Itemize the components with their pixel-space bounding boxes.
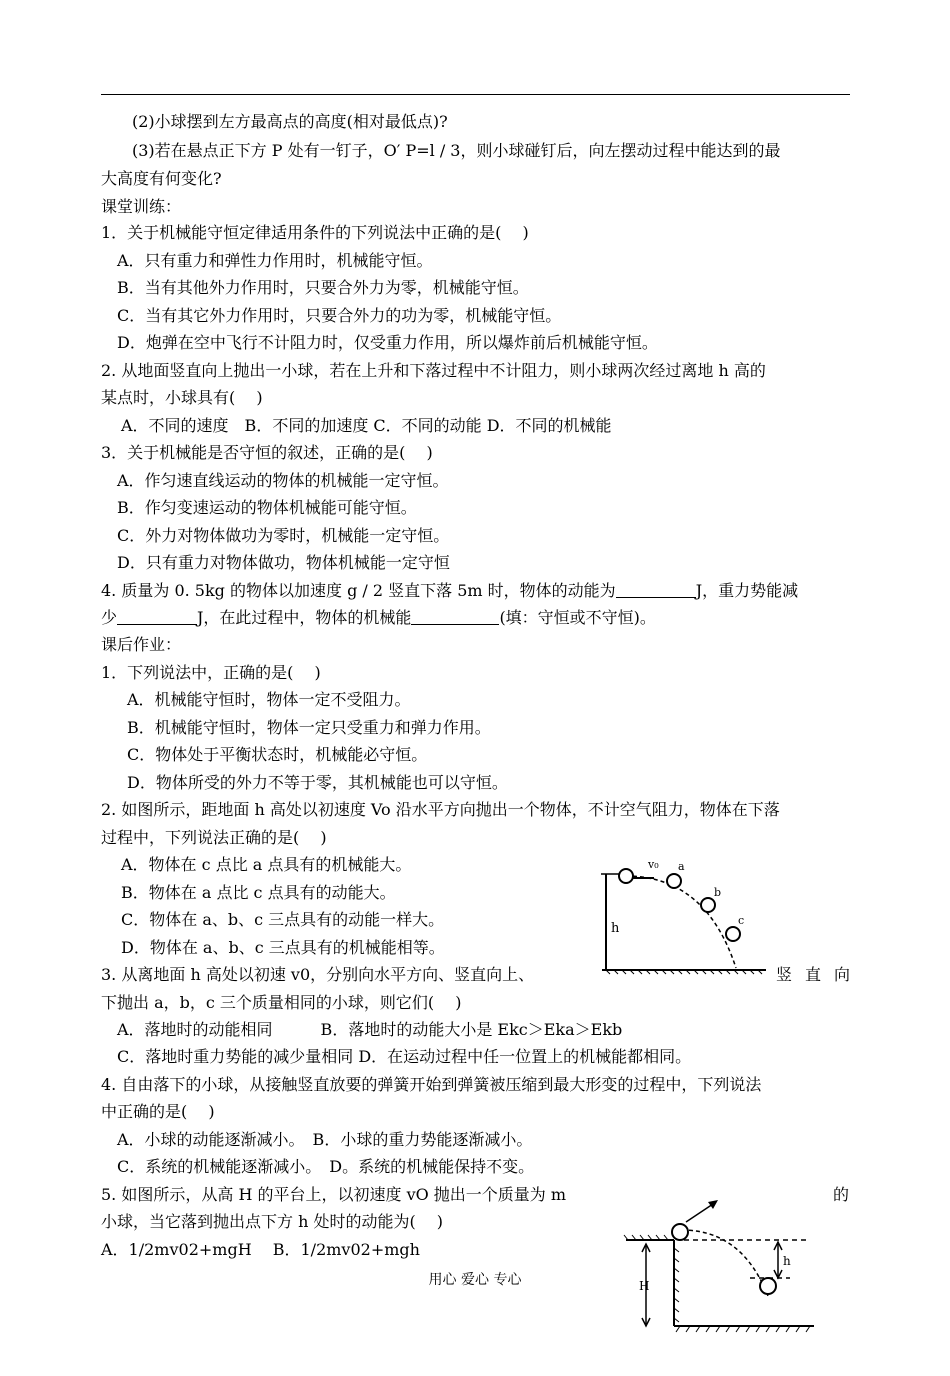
answer-blank-kinetic[interactable] xyxy=(616,581,696,598)
projectile-figure xyxy=(596,852,770,976)
ct-q1-stem: 1．关于机械能守恒定律适用条件的下列说法中正确的是( ) xyxy=(101,223,529,242)
hw-q1-stem: 1．下列说法中，正确的是( ) xyxy=(101,663,321,682)
hw-q3-right-1: 竖 xyxy=(776,965,793,984)
hw-q1-option-b: B．机械能守恒时，物体一定只受重力和弹力作用。 xyxy=(127,718,491,737)
ball-c xyxy=(726,927,740,941)
class-training-heading: 课堂训练： xyxy=(101,197,182,216)
ball-a xyxy=(667,874,681,888)
hw-q4-stem-line1: 4. 自由落下的小球，从接触竖直放要的弹簧开始到弹簧被压缩到最大形变的过程中，下列说法 xyxy=(101,1075,762,1094)
hw-q2-option-a: A．物体在 c 点比 a 点具有的机械能大。 xyxy=(121,855,412,874)
ground-line xyxy=(602,970,766,974)
hw-q2-stem-line2: 过程中，下列说法正确的是( ) xyxy=(101,828,327,847)
header-rule xyxy=(101,94,850,95)
ct-q2-options: A．不同的速度 B．不同的加速度 C．不同的动能 D．不同的机械能 xyxy=(121,416,612,435)
homework-heading: 课后作业： xyxy=(101,635,182,654)
answer-blank-conservation[interactable] xyxy=(411,608,499,625)
platform-figure xyxy=(622,1192,818,1340)
hw-q1-option-c: C．物体处于平衡状态时，机械能必守恒。 xyxy=(127,745,428,764)
v0-label: v₀ xyxy=(648,858,659,871)
hw-q3-options-cd: C．落地时重力势能的减少量相同 D．在运动过程中任一位置上的机械能都相同。 xyxy=(117,1047,692,1066)
hw-q2-option-d: D．物体在 a、b、c 三点具有的机械能相等。 xyxy=(121,938,445,957)
hw-q2-stem-line1: 2. 如图所示，距地面 h 高处以初速度 Vo 沿水平方向抛出一个物体，不计空气阻力，物体在下落 xyxy=(101,800,780,819)
hw-q5-stem-right: 的 xyxy=(833,1185,850,1204)
hw-q2-option-b: B．物体在 a 点比 c 点具有的动能大。 xyxy=(121,883,396,902)
ball-b xyxy=(701,898,715,912)
hw-q3-options-ab: A．落地时的动能相同 B．落地时的动能大小是 Ekc＞Eka＞Ekb xyxy=(117,1020,623,1039)
ct-q3-option-d: D．只有重力对物体做功，物体机械能一定守恒 xyxy=(117,553,450,572)
hw-q5-stem-line1: 5. 如图所示，从高 H 的平台上，以初速度 vO 抛出一个质量为 m xyxy=(101,1185,567,1204)
hw-q3-stem-line1: 3. 从离地面 h 高处以初速 v0，分别向水平方向、竖直向上、 xyxy=(101,965,535,984)
ct-q4-text-3: 少 xyxy=(101,608,118,627)
hw-q4-options-cd: C．系统的机械能逐渐减小。 D。系统的机械能保持不变。 xyxy=(117,1157,535,1176)
ct-q4-text-2: J，重力势能减 xyxy=(695,581,799,600)
height-label: h xyxy=(611,921,620,936)
hw-q1-option-d: D．物体所受的外力不等于零，其机械能也可以守恒。 xyxy=(127,773,508,792)
ct-q4-text-1: 4. 质量为 0. 5kg 的物体以加速度 g / 2 竖直下落 5m 时，物体的动能为 xyxy=(101,581,616,600)
point-a-label: a xyxy=(678,860,685,873)
hw-q2-option-c: C．物体在 a、b、c 三点具有的动能一样大。 xyxy=(121,910,445,929)
hw-q4-stem-line2: 中正确的是( ) xyxy=(101,1102,215,1121)
ct-q4-line2 xyxy=(101,607,656,629)
hw-q3-right-2: 直 xyxy=(804,965,821,984)
ct-q1-option-d: D．炮弹在空中飞行不计阻力时，仅受重力作用，所以爆炸前后机械能守恒。 xyxy=(117,333,658,352)
height-h-label: h xyxy=(783,1254,791,1268)
ct-q4-line1 xyxy=(101,580,798,602)
hw-q5-options-ab: A．1/2mv02+mgH B．1/2mv02+mgh xyxy=(101,1240,420,1259)
ball-start xyxy=(619,869,633,883)
ct-q4-text-4: J，在此过程中，物体的机械能 xyxy=(197,608,412,627)
velocity-arrow xyxy=(686,1200,718,1222)
hw-q3-right-3: 向 xyxy=(833,965,850,984)
answer-blank-potential[interactable] xyxy=(117,608,197,625)
ct-q1-option-b: B．当有其他外力作用时，只要合外力为零，机械能守恒。 xyxy=(117,278,529,297)
hw-q1-option-a: A．机械能守恒时，物体一定不受阻力。 xyxy=(127,690,411,709)
ct-q2-stem-line1: 2. 从地面竖直向上抛出一小球，若在上升和下落过程中不计阻力，则小球两次经过离地 h 高的 xyxy=(101,361,766,380)
ct-q3-option-a: A．作匀速直线运动的物体的机械能一定守恒。 xyxy=(117,471,449,490)
hw-q4-options-ab: A．小球的动能逐渐减小。 B．小球的重力势能逐渐减小。 xyxy=(117,1130,533,1149)
ct-q3-option-c: C．外力对物体做功为零时，机械能一定守恒。 xyxy=(117,526,450,545)
page-footer: 用心 爱心 专心 xyxy=(428,1272,522,1288)
ct-q1-option-a: A．只有重力和弹性力作用时，机械能守恒。 xyxy=(117,251,433,270)
hw-q3-stem-line2: 下抛出 a，b，c 三个质量相同的小球，则它们( ) xyxy=(101,993,462,1012)
point-c-label: c xyxy=(738,914,745,927)
intro-q3-line1: (3)若在悬点正下方 P 处有一钉子，O′ P=l / 3，则小球碰钉后，向左摆动过程中能达到的最 xyxy=(132,141,781,160)
point-b-label: b xyxy=(714,886,722,899)
ct-q2-stem-line2: 某点时，小球具有( ) xyxy=(101,388,263,407)
ground-line xyxy=(674,1326,814,1332)
ct-q1-option-c: C．当有其它外力作用时，只要合外力的功为零，机械能守恒。 xyxy=(117,306,562,325)
intro-q2: (2)小球摆到左方最高点的高度(相对最低点)? xyxy=(132,112,448,131)
ct-q3-stem: 3．关于机械能是否守恒的叙述，正确的是( ) xyxy=(101,443,433,462)
ct-q3-option-b: B．作匀变速运动的物体机械能可能守恒。 xyxy=(117,498,417,517)
height-H-label: H xyxy=(639,1279,650,1293)
intro-q3-line2: 大高度有何变化? xyxy=(101,169,222,188)
ct-q4-text-5: (填：守恒或不守恒)。 xyxy=(499,608,656,627)
ball-start xyxy=(672,1224,688,1240)
hw-q5-stem-line2: 小球，当它落到抛出点下方 h 处时的动能为( ) xyxy=(101,1212,444,1231)
hw-q3-stem-right xyxy=(776,964,850,986)
